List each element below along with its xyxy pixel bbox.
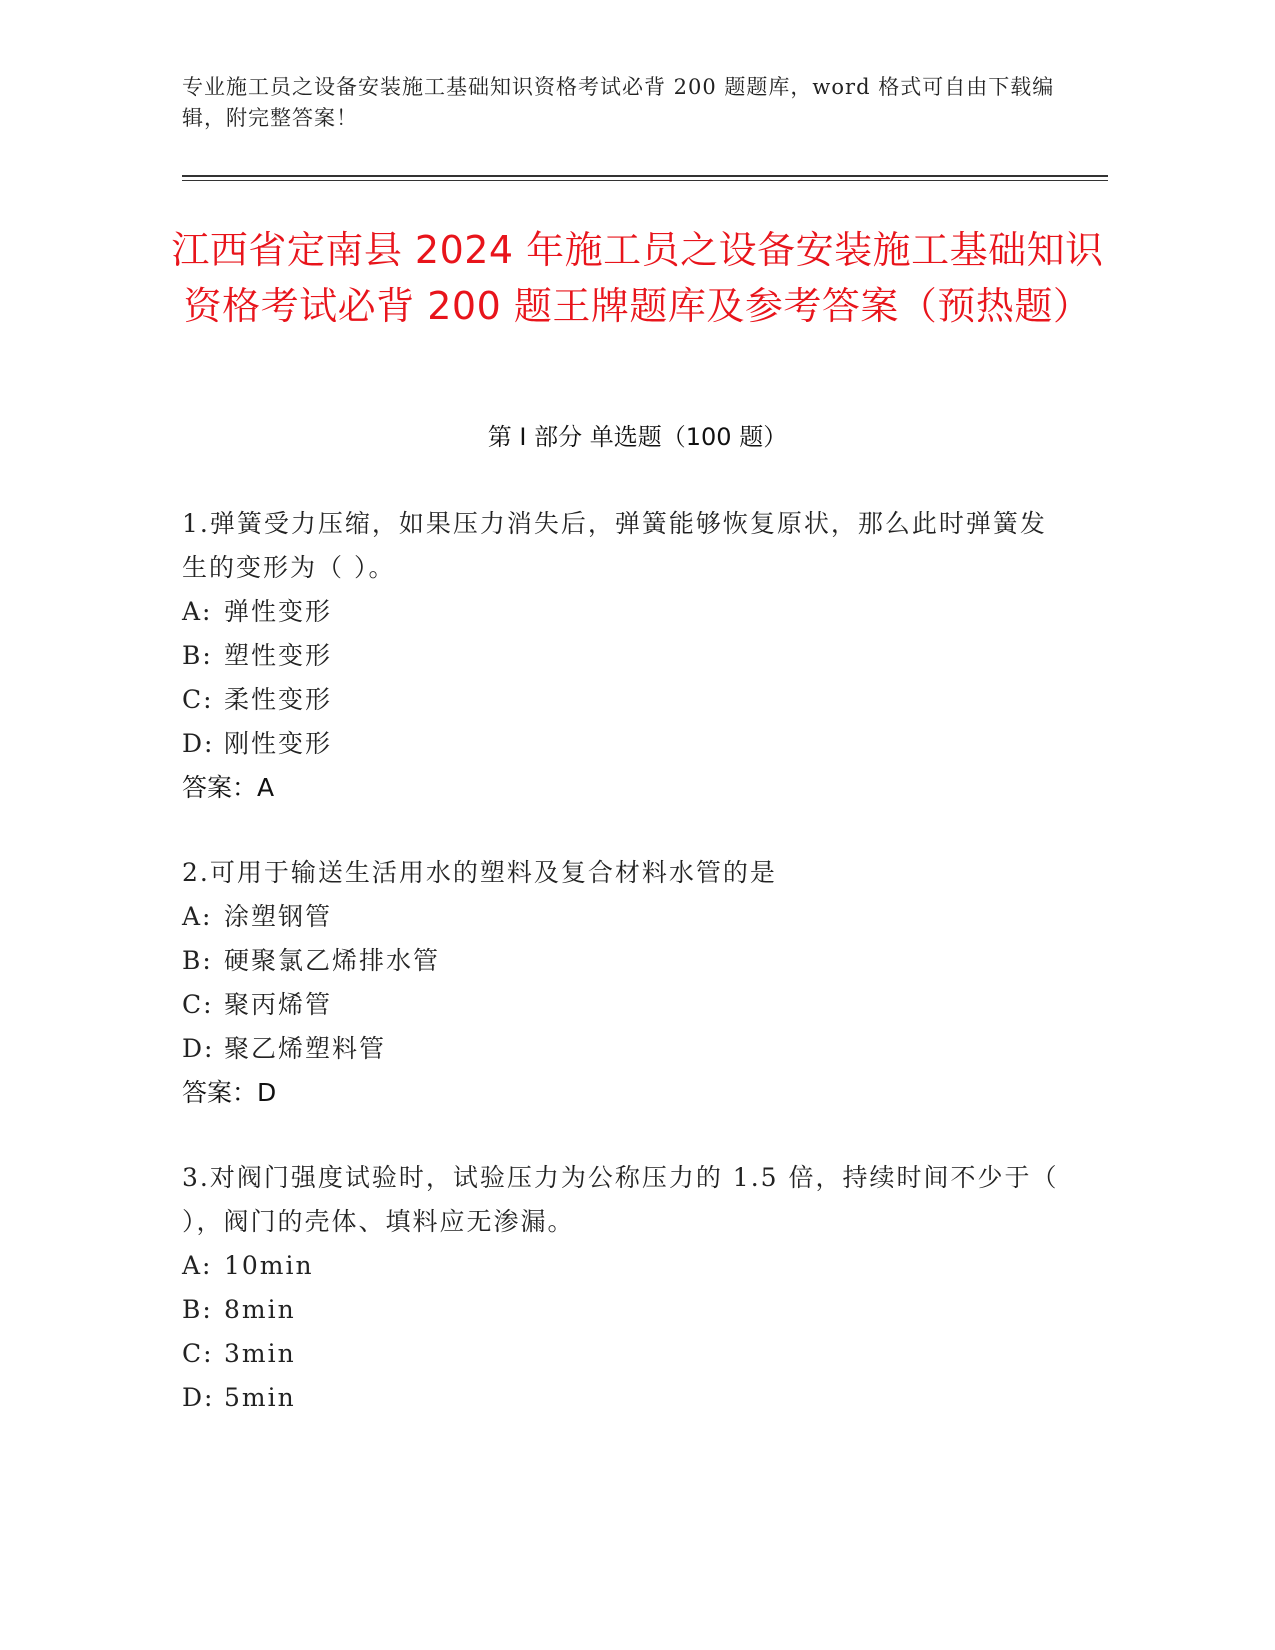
- option-text: 涂塑钢管: [224, 902, 333, 931]
- option-label: D:: [182, 1034, 215, 1063]
- option-text: 聚乙烯塑料管: [224, 1034, 387, 1063]
- option-d: [182, 1376, 1062, 1420]
- option-text: 刚性变形: [224, 729, 333, 758]
- option-text: 弹性变形: [224, 597, 333, 626]
- question-2: [182, 851, 1062, 1115]
- option-text: 3min: [224, 1339, 296, 1368]
- question-3: [182, 1156, 1062, 1420]
- option-a: [182, 1244, 1062, 1288]
- option-b: [182, 1288, 1062, 1332]
- option-label: C:: [182, 685, 214, 714]
- answer: 答案：D: [182, 1078, 277, 1107]
- question-1: [182, 502, 1062, 810]
- section-title: 第 I 部分 单选题（100 题）: [487, 423, 788, 451]
- header-divider-thin: [182, 180, 1108, 181]
- header-note: 专业施工员之设备安装施工基础知识资格考试必背 200 题题库，word 格式可自由下载编辑，附完整答案！: [182, 75, 1055, 130]
- option-label: C:: [182, 990, 214, 1019]
- option-text: 硬聚氯乙烯排水管: [224, 946, 441, 975]
- option-label: A:: [182, 902, 213, 931]
- option-b: [182, 634, 1062, 678]
- option-label: D:: [182, 729, 215, 758]
- option-text: 柔性变形: [224, 685, 333, 714]
- option-c: [182, 678, 1062, 722]
- option-label: B:: [182, 946, 213, 975]
- option-a: [182, 895, 1062, 939]
- option-d: [182, 722, 1062, 766]
- question-stem: 2.可用于输送生活用水的塑料及复合材料水管的是: [182, 858, 777, 887]
- option-c: [182, 1332, 1062, 1376]
- header-divider-thick: [182, 175, 1108, 177]
- option-text: 10min: [224, 1251, 314, 1280]
- answer: 答案：A: [182, 773, 275, 802]
- option-label: B:: [182, 641, 213, 670]
- question-stem: 3.对阀门强度试验时，试验压力为公称压力的 1.5 倍，持续时间不少于（ ），阀门的壳体、填料应无渗漏。: [182, 1163, 1059, 1236]
- option-text: 5min: [224, 1383, 296, 1412]
- question-stem: 1.弹簧受力压缩，如果压力消失后，弹簧能够恢复原状，那么此时弹簧发生的变形为（ ）。: [182, 509, 1047, 582]
- option-label: D:: [182, 1383, 215, 1412]
- option-c: [182, 983, 1062, 1027]
- document-title: 江西省定南县 2024 年施工员之设备安装施工基础知识资格考试必背 200 题王牌题库及参考答案（预热题）: [171, 228, 1104, 328]
- option-text: 塑性变形: [224, 641, 333, 670]
- option-label: B:: [182, 1295, 213, 1324]
- option-label: A:: [182, 1251, 213, 1280]
- option-b: [182, 939, 1062, 983]
- option-d: [182, 1027, 1062, 1071]
- option-text: 聚丙烯管: [224, 990, 333, 1019]
- option-label: A:: [182, 597, 213, 626]
- option-text: 8min: [224, 1295, 296, 1324]
- option-label: C:: [182, 1339, 214, 1368]
- option-a: [182, 590, 1062, 634]
